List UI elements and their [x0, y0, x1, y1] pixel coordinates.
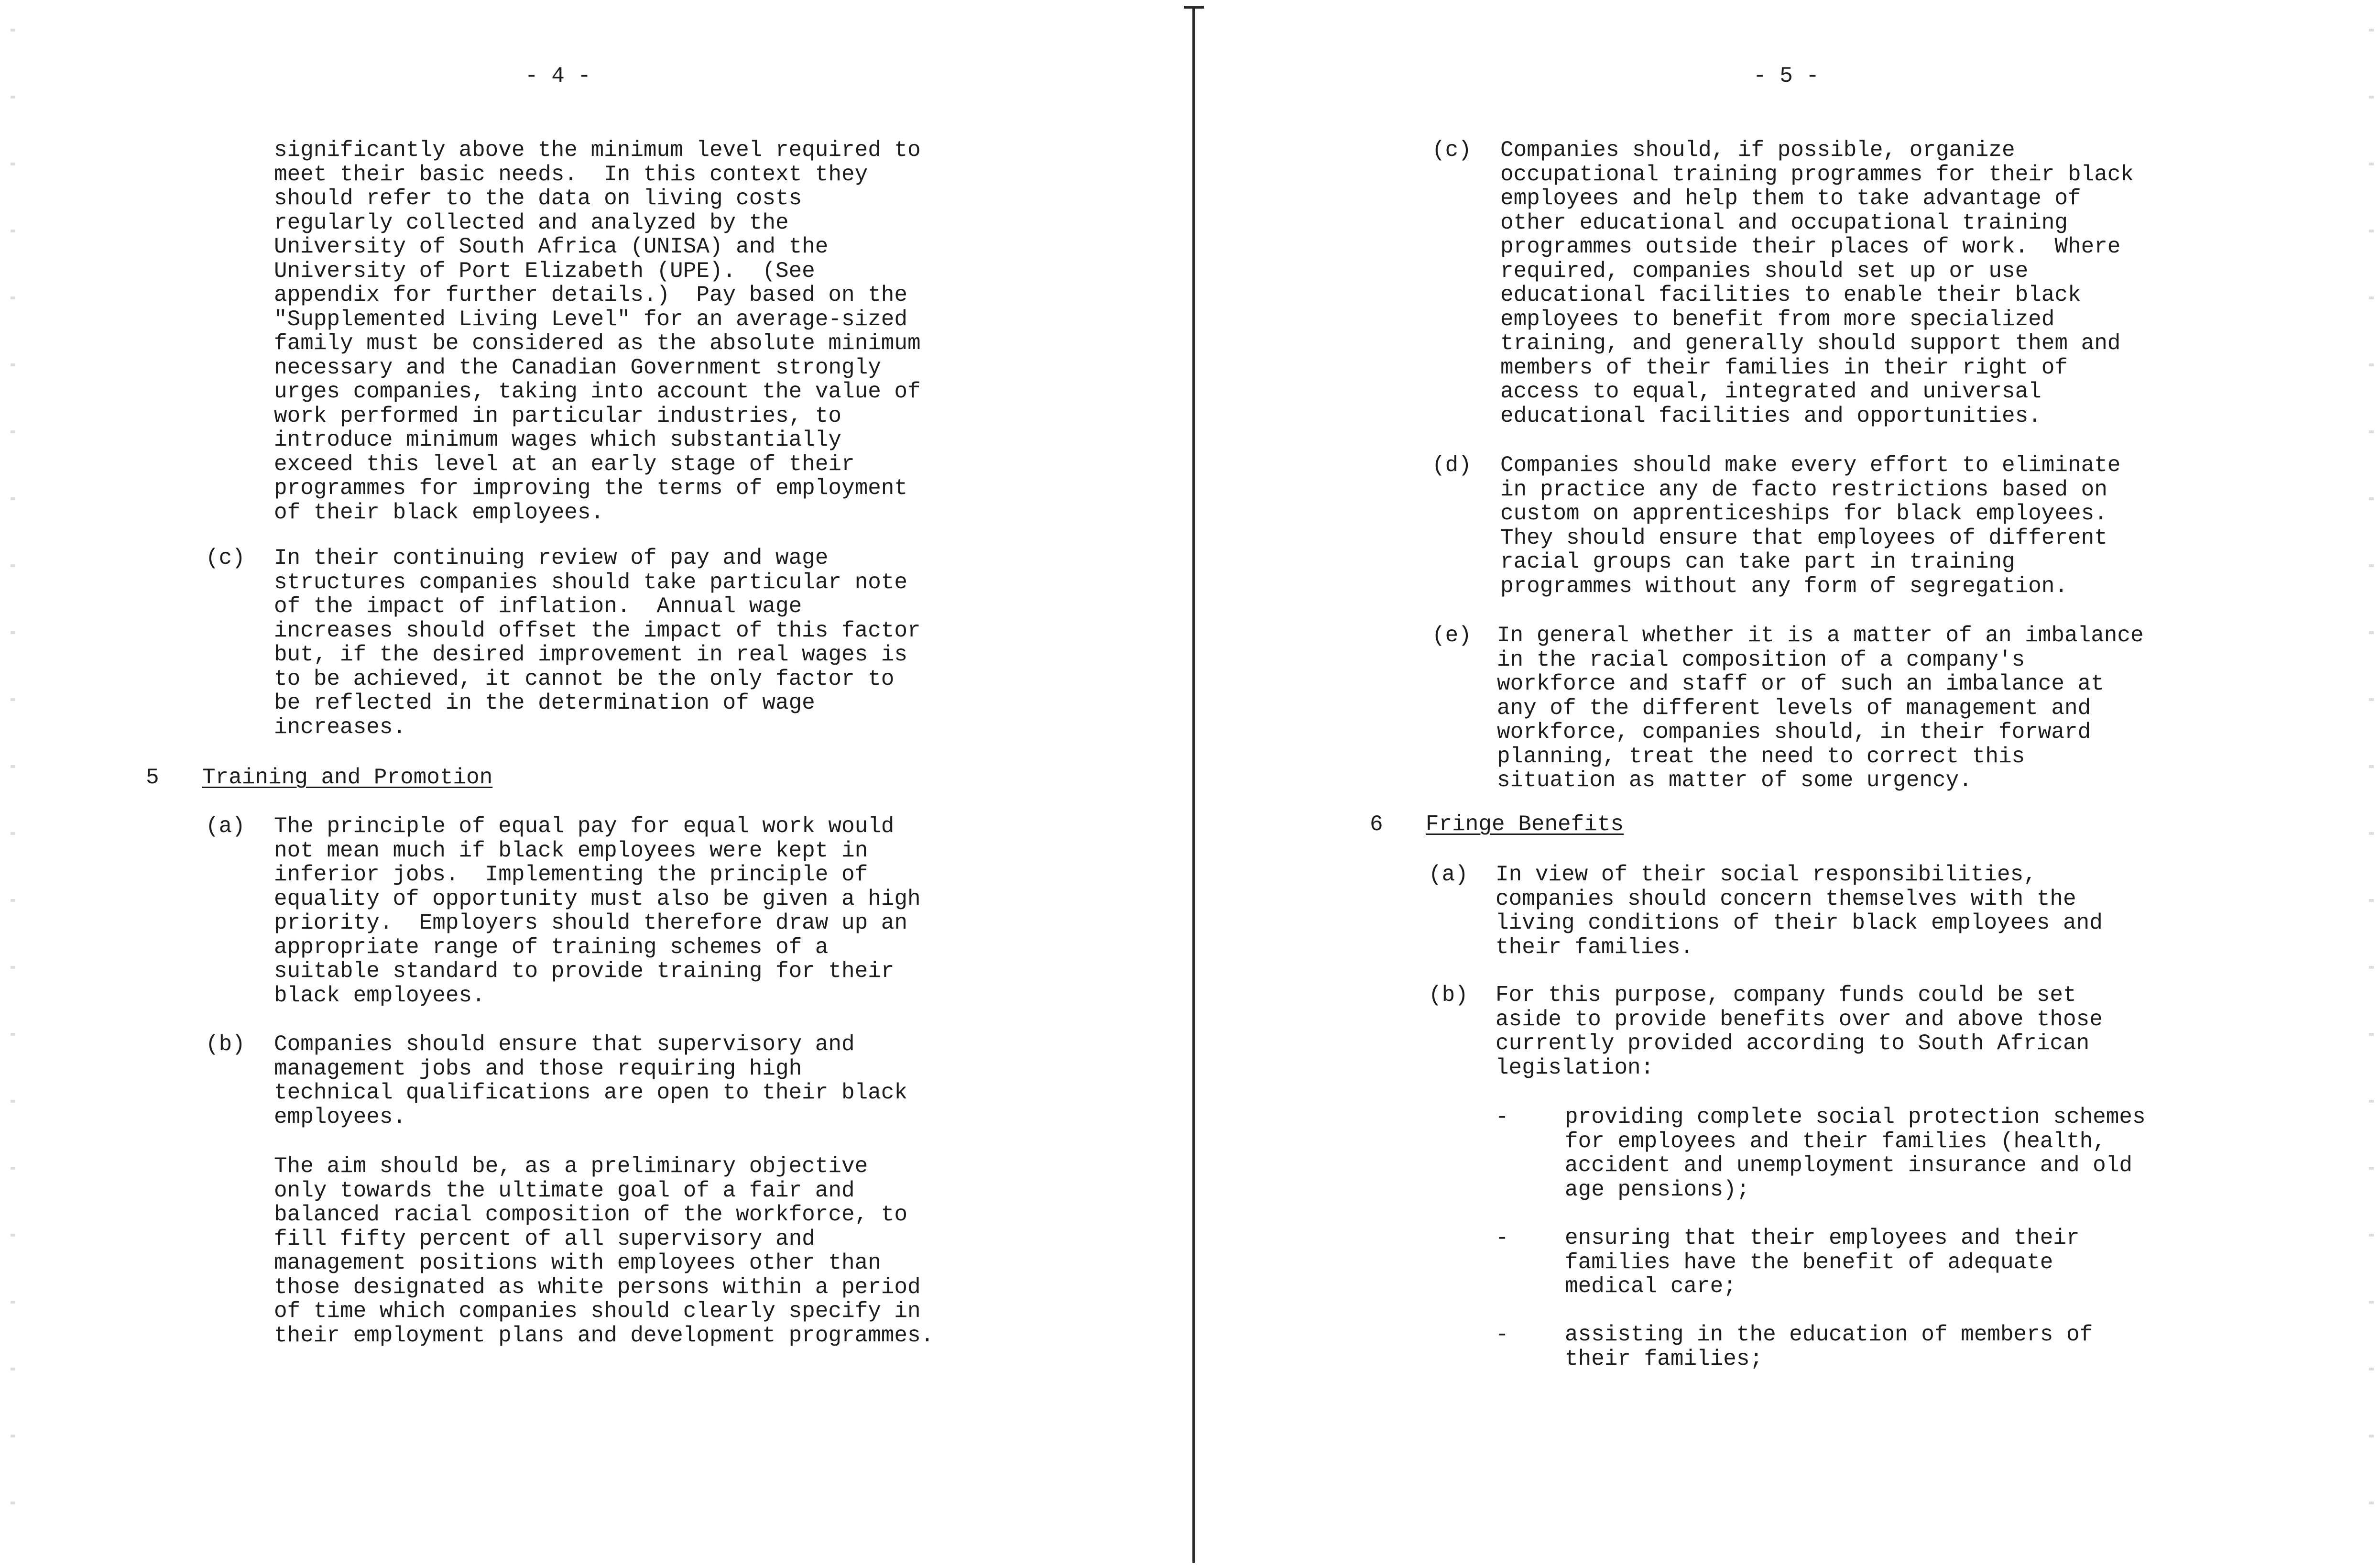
section-6-item-a-text: In view of their social responsibilities, companies should concern themselves with the living conditions of their black employees and their families. [1496, 862, 2103, 960]
right-edge-scan-marks [2369, 0, 2374, 1568]
right-item-e-text: In general whether it is a matter of an imbalance in the racial composition of a company's workforce and staff or of such an imbalance at any of the different levels of management and workforce, companies should, in their forward planning, treat the need to correct this situation as matter of some urgency. [1497, 623, 2144, 793]
section-5-item-a-text: The principle of equal pay for equal work would not mean much if black employees were kept in inferior jobs. Implementing the principle of equality of opportunity must also be given a high priority. Employers should therefore draw up an appropriate range of training schemes of a suitable standard to provide training for their black employees. [274, 814, 921, 1008]
left-continuation-paragraph: significantly above the minimum level required to meet their basic needs. In this context they should refer to the data on living costs regularly collected and analyzed by the University of South Africa (UNISA) and the University of Port Elizabeth (UPE). (See appendix for further details.) Pay based on the "Supplemented Living Level" for an average-sized family must be considered as the absolute minimum necessary and the Canadian Government strongly urges companies, taking into account the value of work performed in particular industries, to introduce minimum wages which substantially exceed this level at an early stage of their programmes for improving the terms of employment of their black employees. [274, 138, 921, 525]
right-item-e-label: (e) [1432, 623, 1472, 648]
right-item-c-label: (c) [1432, 138, 1472, 163]
right-page-number: - 5 - [1753, 64, 1820, 88]
section-5-item-b-text: Companies should ensure that supervisory and management jobs and those requiring high technical qualifications are open to their black employees. [274, 1032, 908, 1129]
section-5-item-b-label: (b) [206, 1032, 245, 1057]
left-item-c-label: (c) [206, 546, 245, 570]
section-6-item-a-label: (a) [1429, 862, 1468, 887]
binding-gutter-line [1192, 9, 1195, 1563]
bullet-social-protection: providing complete social protection schemes for employees and their families (health, accident and unemployment insurance and old age pensions); [1565, 1105, 2146, 1202]
section-6-item-b-text: For this purpose, company funds could be set aside to provide benefits over and above those currently provided according to South African legislation: [1496, 983, 2103, 1080]
bullet-dash: - [1496, 1322, 1509, 1347]
right-item-d-text: Companies should make every effort to eliminate in practice any de facto restrictions based on custom on apprenticeships for black employees. They should ensure that employees of different racial groups can take part in training programmes without any form of segregation. [1500, 453, 2121, 599]
section-6-number: 6 [1370, 812, 1383, 837]
section-5-item-a-label: (a) [206, 814, 245, 839]
bullet-education: assisting in the education of members of their families; [1565, 1322, 2093, 1371]
section-5-heading: Training and Promotion [202, 765, 493, 790]
bullet-dash: - [1496, 1105, 1509, 1129]
section-5-aim-paragraph: The aim should be, as a preliminary objective only towards the ultimate goal of a fair and balanced racial composition of the workforce, to fill fifty percent of all supervisory and management positions with employees other than those designated as white persons within a period of time which companies should clearly specify in their employment plans and development programmes. [274, 1154, 934, 1348]
left-edge-scan-marks [11, 0, 15, 1568]
bullet-dash: - [1496, 1226, 1509, 1250]
section-6-heading: Fringe Benefits [1426, 812, 1624, 837]
section-5-number: 5 [146, 765, 159, 790]
section-6-item-b-label: (b) [1429, 983, 1468, 1008]
right-item-c-text: Companies should, if possible, organize occupational training programmes for their black employees and help them to take advantage of other educational and occupational training programmes outside their places of work. Where required, companies should set up or use educational facilities to enable their black employees to benefit from more specialized training, and generally should support them and members of their families in their right of access to equal, integrated and universal educational facilities and opportunities. [1500, 138, 2134, 428]
right-item-d-label: (d) [1432, 453, 1472, 478]
left-page-number: - 4 - [525, 64, 591, 88]
bullet-medical-care: ensuring that their employees and their families have the benefit of adequate medical care; [1565, 1226, 2080, 1299]
left-item-c-text: In their continuing review of pay and wage structures companies should take particular note of the impact of inflation. Annual wage increases should offset the impact of this factor but, if the desired improvement in real wages is to be achieved, it cannot be the only factor to be reflected in the determination of wage increases. [274, 546, 921, 740]
